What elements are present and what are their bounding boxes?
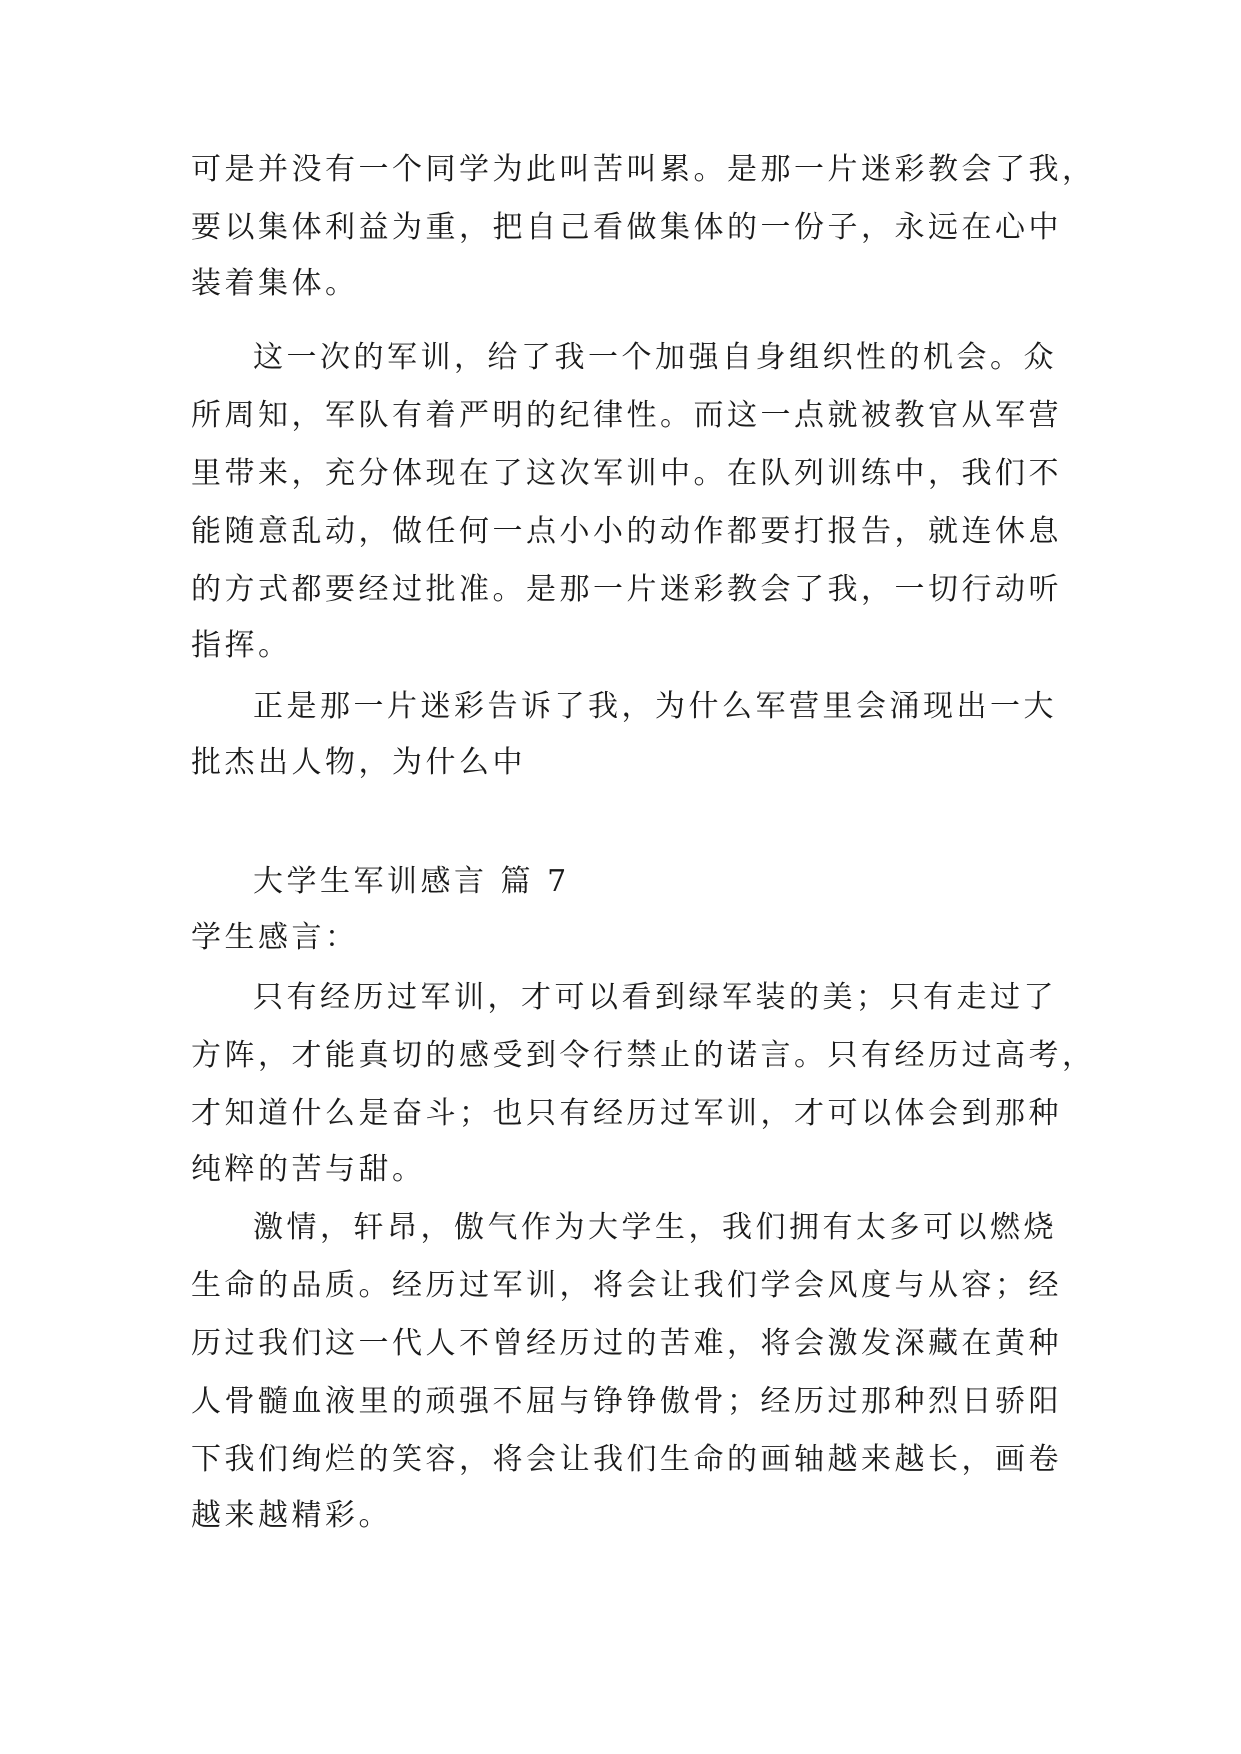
paragraph-line: 指挥。 — [191, 628, 292, 663]
section-heading: 大学生军训感言 篇 7 — [253, 864, 570, 899]
paragraph-line: 批杰出人物，为什么中 — [191, 745, 526, 780]
paragraph-line: 才知道什么是奋斗；也只有经历过军训，才可以体会到那种 — [191, 1096, 1062, 1131]
paragraph-line: 能随意乱动，做任何一点小小的动作都要打报告，就连休息 — [191, 514, 1062, 549]
paragraph-line: 只有经历过军训，才可以看到绿军装的美；只有走过了 — [253, 980, 1057, 1015]
paragraph-line: 纯粹的苦与甜。 — [191, 1152, 426, 1187]
paragraph-line: 里带来，充分体现在了这次军训中。在队列训练中，我们不 — [191, 456, 1062, 491]
paragraph-line: 所周知，军队有着严明的纪律性。而这一点就被教官从军营 — [191, 398, 1062, 433]
paragraph-line: 历过我们这一代人不曾经历过的苦难，将会激发深藏在黄种 — [191, 1326, 1062, 1361]
paragraph-line: 正是那一片迷彩告诉了我，为什么军营里会涌现出一大 — [253, 689, 1057, 724]
paragraph-line: 下我们绚烂的笑容，将会让我们生命的画轴越来越长，画卷 — [191, 1442, 1062, 1477]
paragraph-line: 越来越精彩。 — [191, 1498, 392, 1533]
paragraph-line: 装着集体。 — [191, 266, 359, 301]
paragraph-line: 可是并没有一个同学为此叫苦叫累。是那一片迷彩教会了我， — [191, 152, 1096, 187]
paragraph-line: 方阵，才能真切的感受到令行禁止的诺言。只有经历过高考， — [191, 1038, 1096, 1073]
paragraph-line: 要以集体利益为重，把自己看做集体的一份子，永远在心中 — [191, 210, 1062, 245]
paragraph-line: 人骨髓血液里的顽强不屈与铮铮傲骨；经历过那种烈日骄阳 — [191, 1384, 1062, 1419]
paragraph-line: 激情，轩昂，傲气作为大学生，我们拥有太多可以燃烧 — [253, 1210, 1057, 1245]
subheading: 学生感言： — [191, 920, 359, 955]
paragraph-line: 的方式都要经过批准。是那一片迷彩教会了我，一切行动听 — [191, 572, 1062, 607]
paragraph-line: 生命的品质。经历过军训，将会让我们学会风度与从容；经 — [191, 1268, 1062, 1303]
paragraph-line: 这一次的军训，给了我一个加强自身组织性的机会。众 — [253, 340, 1057, 375]
